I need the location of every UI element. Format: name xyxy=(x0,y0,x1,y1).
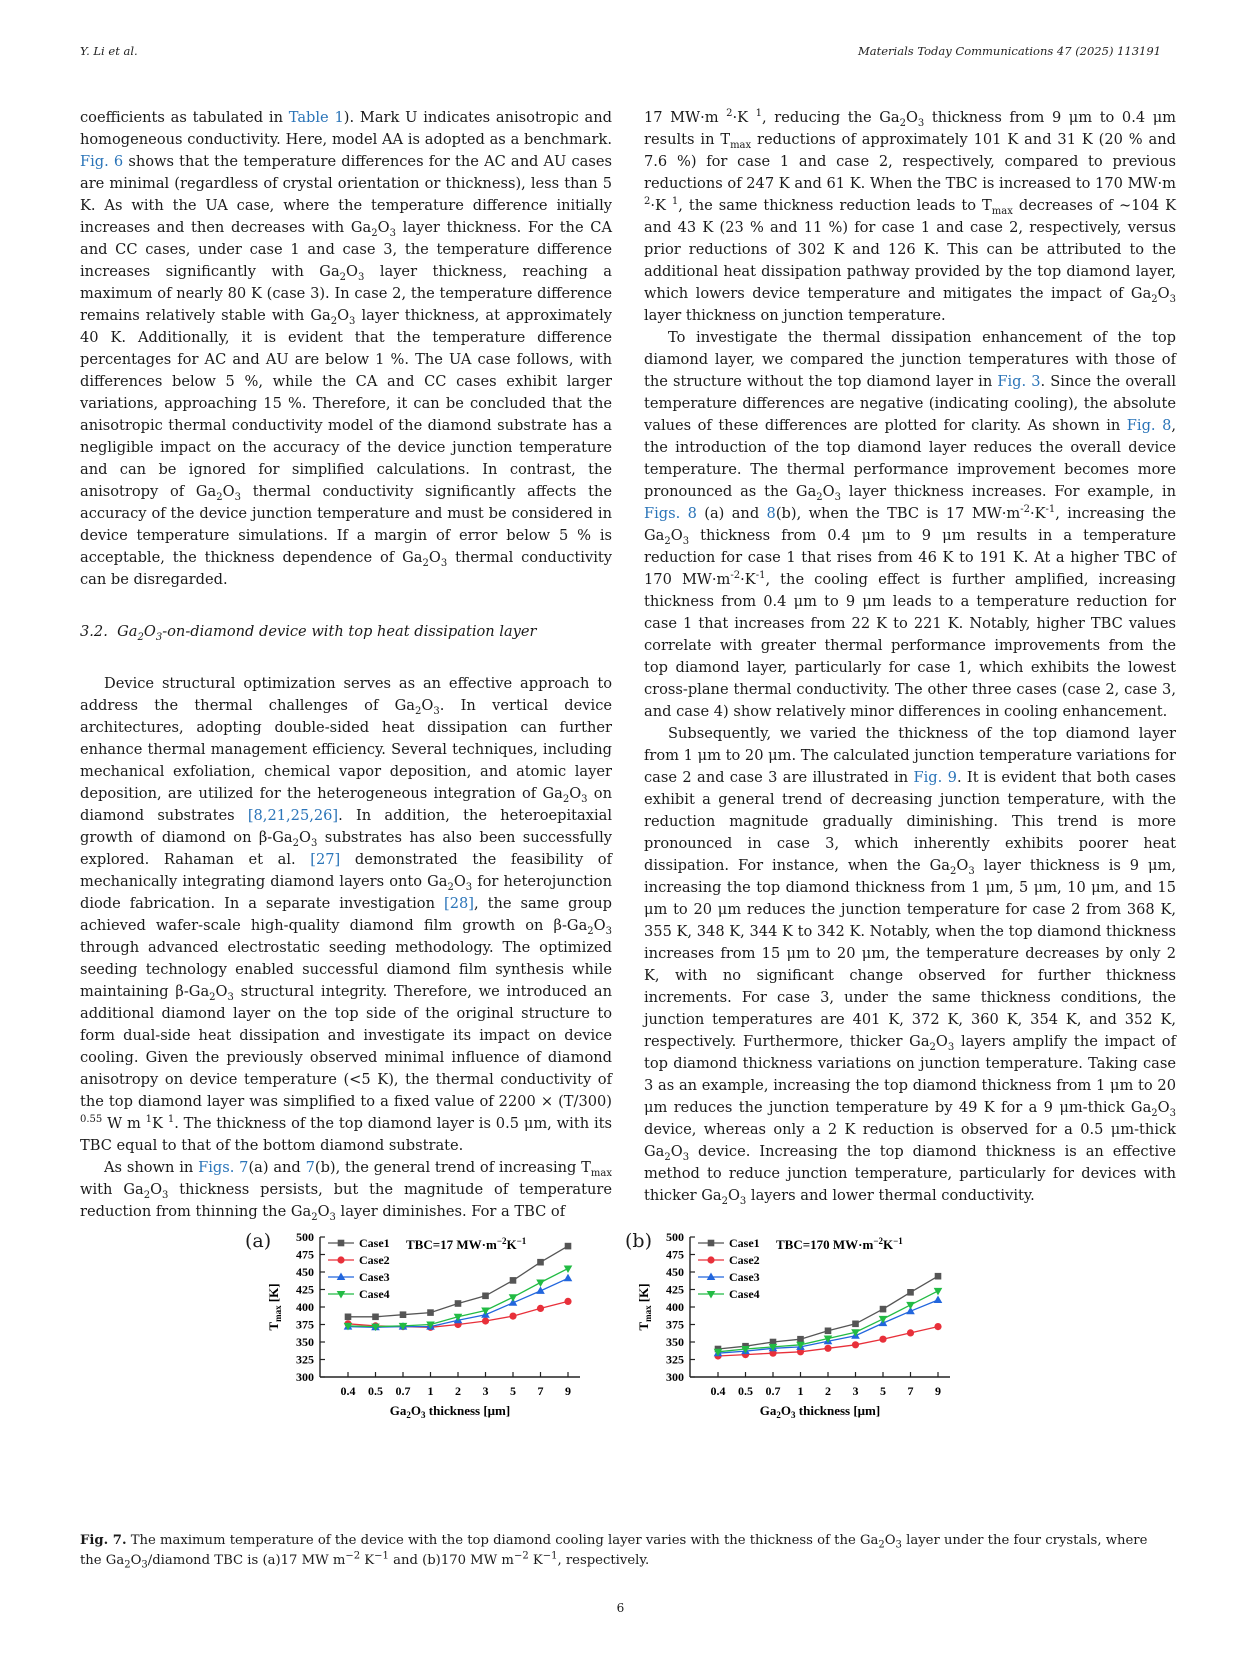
y-axis-label: $T_{max}$ [K] xyxy=(266,1283,283,1331)
data-point-case1 xyxy=(372,1314,379,1321)
data-point-case1 xyxy=(565,1243,572,1250)
data-point-case1 xyxy=(510,1277,517,1284)
data-point-case1 xyxy=(852,1321,859,1328)
y-tick-label: 375 xyxy=(296,1317,314,1332)
y-tick-label: 350 xyxy=(296,1335,314,1349)
legend-label: Case2 xyxy=(729,1253,760,1267)
x-axis-label: $Ga_2O_3$ thickness [μm] xyxy=(389,1403,511,1420)
data-point-case1 xyxy=(455,1300,462,1307)
page-number: 6 xyxy=(616,1601,625,1615)
data-point-case2 xyxy=(852,1341,859,1348)
paragraph: As shown in Figs. 7(a) and 7(b), the general trend of increasing $T_{max}$ with $Ga_2O_3$ thickness persists, but the magnitude of temperature reduction from thinning the $Ga_2O_3$ layer diminishes. For a TBC of xyxy=(80,1159,613,1223)
ref-link[interactable]: 7 xyxy=(305,1159,315,1176)
data-point-case1 xyxy=(345,1314,352,1321)
y-tick-label: 350 xyxy=(666,1335,684,1349)
x-tick-label: 0.4 xyxy=(710,1384,726,1398)
data-point-case1 xyxy=(880,1306,887,1313)
data-point-case1 xyxy=(797,1336,804,1343)
paragraph: Subsequently, we varied the thickness of the top diamond layer from 1 μm to 20 μm. The calculated junction temperature variations for case 2 and case 3 are illustrated in Fig. 9. It is evident that both cases exhibit a general trend of decreasing junction temperature, with the reduction magnitude gradually diminishing. This trend is more pronounced in case 3, which inherently exhibits poorer heat dissipation. For instance, when the $Ga_2O_3$ layer thickness is 9 μm, increasing the top diamond thickness from 1 μm, 5 μm, 10 μm, and 15 μm to 20 μm reduces the junction temperature for case 2 from 368 K, 355 K, 348 K, 344 K to 342 K. Notably, when the top diamond thickness increases from 15 μm to 20 μm, the temperature decreases by only 2 K, with no significant change observed for further thickness increments. For case 3, under the same thickness conditions, the junction temperatures are 401 K, 372 K, 360 K, 354 K, and 352 K, respectively. Furthermore, thicker $Ga_2O_3$ layers amplify the impact of top diamond thickness variations on junction temperature. Taking case 3 as an example, increasing the top diamond thickness from 1 μm to 20 μm reduces the junction temperature by 49 K for a 9 μm-thick $Ga_2O_3$ device, whereas only a 2 K reduction is observed for a 0.5 μm-thick $Ga_2O_3$ device. Increasing the top diamond thickness is an effective method to reduce junction temperature, particularly for devices with thicker $Ga_2O_3$ layers and lower thermal conductivity. xyxy=(644,725,1176,1207)
ref-link[interactable]: Table 1 xyxy=(288,109,344,126)
legend-label: Case3 xyxy=(359,1270,390,1284)
y-tick-label: 425 xyxy=(296,1282,314,1297)
paragraph: coefficients as tabulated in Table 1). Mark U indicates anisotropic and homogeneous conductivity. Here, model AA is adopted as a benchmark. Fig. 6 shows that the temperature differences for the AC and AU cases are minimal (regardless of crystal orientation or thickness), less than 5 K. As with the UA case, where the temperature difference initially increases and then decreases with $Ga_2O_3$ layer thickness. For the CA and CC cases, under case 1 and case 3, the temperature difference increases significantly with $Ga_2O_3$ layer thickness, reaching a maximum of nearly 80 K (case 3). In case 2, the temperature difference remains relatively stable with $Ga_2O_3$ layer thickness, at approximately 40 K. Additionally, it is evident that the temperature difference percentages for AC and AU are below 1 %. The UA case follows, with differences below 5 %, while the CA and CC cases exhibit larger variations, approaching 15 %. Therefore, it can be concluded that the anisotropic thermal conductivity model of the diamond substrate has a negligible impact on the accuracy of the device junction temperature and can be ignored for simplified calculations. In contrast, the anisotropy of $Ga_2O_3$ thermal conductivity significantly affects the accuracy of the device junction temperature and must be considered in device temperature simulations. If a margin of error below 5 % is acceptable, the thickness dependence of $Ga_2O_3$ thermal conductivity can be disregarded. xyxy=(80,109,612,588)
data-point-case2 xyxy=(879,1336,886,1343)
paragraph: To investigate the thermal dissipation enhancement of the top diamond layer, we compared the junction temperatures with those of the structure without the top diamond layer in Fig. 3. Since the overall temperature differences are negative (indicating cooling), the absolute values of these differences are plotted for clarity. As shown in Fig. 8, the introduction of the top diamond layer reduces the overall device temperature. The thermal performance improvement becomes more pronounced as the $Ga_2O_3$ layer thickness increases. For example, in Figs. 8 (a) and 8(b), when the TBC is 17 $MW\cdot m^{-2}\cdot K^{-1}$, increasing the $Ga_2O_3$ thickness from 0.4 μm to 9 μm results in a temperature reduction for case 1 that rises from 46 K to 191 K. At a higher TBC of 170 $MW\cdot m^{-2}\cdot K^{-1}$, the cooling effect is further amplified, increasing thickness from 0.4 μm to 9 μm leads to a temperature reduction for case 1 that increases from 22 K to 221 K. Notably, higher TBC values correlate with greater thermal performance improvements from the top diamond layer, particularly for case 1, which exhibits the lowest cross-plane thermal conductivity. The other three cases (case 2, case 3, and case 4) show relatively minor differences in cooling enhancement. xyxy=(644,329,1177,720)
left-column xyxy=(80,107,612,1223)
legend-label: Case1 xyxy=(729,1236,760,1250)
x-tick-label: 0.7 xyxy=(395,1384,411,1398)
chart-panel-b xyxy=(610,1220,990,1525)
data-point-case2 xyxy=(907,1329,914,1336)
y-tick-label: 400 xyxy=(296,1300,314,1314)
running-header-journal: Materials Today Communications 47 (2025) 113191 xyxy=(858,44,1161,58)
tbc-annotation: TBC=170 $MW\cdot m^{-2}K^{-1}$ xyxy=(776,1236,903,1252)
data-point-case4 xyxy=(536,1280,545,1288)
legend-label: Case4 xyxy=(359,1287,390,1301)
right-column xyxy=(644,107,1176,1207)
y-tick-label: 500 xyxy=(296,1230,314,1244)
legend-label: Case2 xyxy=(359,1253,390,1267)
y-tick-label: 450 xyxy=(666,1265,684,1279)
x-tick-label: 3 xyxy=(852,1384,859,1398)
figure-caption: Fig. 7. The maximum temperature of the device with the top diamond cooling layer varies with the thickness of the $Ga_2O_3$ layer under the four crystals, where the $Ga_2O_3$/diamond TBC is (a)17 MW $m^{-2}$ $K^{-1}$ and (b)170 MW $m^{-2}$ $K^{-1}$, respectively. xyxy=(80,1533,1148,1571)
data-point-case2 xyxy=(509,1313,516,1320)
y-tick-label: 375 xyxy=(666,1317,684,1332)
ref-link[interactable]: Fig. 3 xyxy=(997,373,1041,390)
ref-link[interactable]: Fig. 6 xyxy=(80,153,124,170)
ref-link[interactable]: [8,21,25,26] xyxy=(247,807,339,824)
data-point-case3 xyxy=(934,1296,943,1304)
paragraph: 17 MW·m $^2$·K $^1$, reducing the $Ga_2O_3$ thickness from 9 μm to 0.4 μm results in $T_{max}$ reductions of approximately 101 K and 31 K (20 % and 7.6 %) for case 1 and case 2, respectively, compared to previous reductions of 247 K and 61 K. When the TBC is increased to 170 MW·m $^2$·K $^1$, the same thickness reduction leads to $T_{max}$ decreases of ~104 K and 43 K (23 % and 11 %) for case 1 and case 2, respectively, versus prior reductions of 302 K and 126 K. This can be attributed to the additional heat dissipation pathway provided by the top diamond layer, which lowers device temperature and mitigates the impact of $Ga_2O_3$ layer thickness on junction temperature. xyxy=(644,108,1177,324)
legend-marker xyxy=(708,1240,715,1247)
y-tick-label: 325 xyxy=(296,1352,314,1367)
x-tick-label: 2 xyxy=(825,1384,831,1398)
legend-marker xyxy=(337,1273,346,1281)
x-tick-label: 0.5 xyxy=(368,1384,383,1398)
legend-marker xyxy=(337,1256,344,1263)
data-point-case1 xyxy=(935,1273,942,1280)
plot-area xyxy=(636,1230,950,1420)
chart-panel-a xyxy=(240,1220,620,1525)
y-tick-label: 475 xyxy=(296,1247,314,1262)
y-tick-label: 450 xyxy=(296,1265,314,1279)
y-tick-label: 325 xyxy=(666,1352,684,1367)
x-tick-label: 7 xyxy=(907,1384,914,1398)
running-header-authors: Y. Li et al. xyxy=(80,44,138,58)
figure-7 xyxy=(240,1220,1020,1525)
x-tick-label: 0.5 xyxy=(738,1384,753,1398)
y-tick-label: 300 xyxy=(296,1370,314,1384)
data-point-case1 xyxy=(427,1309,434,1316)
y-tick-label: 300 xyxy=(666,1370,684,1384)
legend-marker xyxy=(338,1240,345,1247)
y-tick-label: 475 xyxy=(666,1247,684,1262)
ref-link[interactable]: Figs. 8 xyxy=(644,505,697,522)
legend-marker xyxy=(707,1256,714,1263)
section-heading: 3.2. $Ga_2O_3-on$-diamond device with top heat dissipation layer xyxy=(80,623,537,643)
data-point-case2 xyxy=(934,1323,941,1330)
x-tick-label: 3 xyxy=(482,1384,489,1398)
data-point-case2 xyxy=(537,1305,544,1312)
x-tick-label: 5 xyxy=(510,1384,516,1398)
data-point-case1 xyxy=(825,1328,832,1335)
x-tick-label: 2 xyxy=(455,1384,461,1398)
tbc-annotation: TBC=17 $MW\cdot m^{-2}K^{-1}$ xyxy=(406,1236,527,1252)
legend-label: Case1 xyxy=(359,1236,390,1250)
legend-label: Case4 xyxy=(729,1287,760,1301)
data-point-case4 xyxy=(906,1302,915,1310)
data-point-case2 xyxy=(564,1298,571,1305)
y-tick-label: 500 xyxy=(666,1230,684,1244)
legend-marker xyxy=(707,1291,716,1299)
x-tick-label: 7 xyxy=(537,1384,544,1398)
legend-marker xyxy=(337,1291,346,1299)
x-tick-label: 9 xyxy=(565,1384,571,1398)
panel-label-b: (b) xyxy=(625,1230,652,1252)
ref-link[interactable]: Figs. 7 xyxy=(198,1159,249,1176)
paragraph: Device structural optimization serves as an effective approach to address the thermal challenges of $Ga_2O_3$. In vertical device architectures, adopting double-sided heat dissipation can further enhance thermal management efficiency. Several techniques, including mechanical exfoliation, chemical vapor deposition, and atomic layer deposition, are utilized for the heterogeneous integration of $Ga_2O_3$ on diamond substrates [8,21,25,26]. In addition, the heteroepitaxial growth of diamond on $\beta-Ga_2O_3$ substrates has also been successfully explored. Rahaman et al. [27] demonstrated the feasibility of mechanically integrating diamond layers onto $Ga_2O_3$ for heterojunction diode fabrication. In a separate investigation [28], the same group achieved wafer-scale high-quality diamond film growth on $\beta-Ga_2O_3$ through advanced electrostatic seeding methodology. The optimized seeding technology enabled successful diamond film synthesis while maintaining $\beta-Ga_2O_3$ structural integrity. Therefore, we introduced an additional diamond layer on the top side of the original structure to form dual-side heat dissipation and investigate its impact on device cooling. Given the previously observed minimal influence of diamond anisotropy on device temperature (<5 K), the thermal conductivity of the top diamond layer was simplified to a fixed value of 2200 × (T/300) $^{0.55}$ W m $^1$K $^1$. The thickness of the top diamond layer is 0.5 μm, with its TBC equal to that of the bottom diamond substrate. xyxy=(80,675,613,1154)
ref-link[interactable]: [27] xyxy=(310,851,341,868)
ref-link[interactable]: Fig. 9 xyxy=(913,769,957,786)
y-tick-label: 425 xyxy=(666,1282,684,1297)
data-point-case1 xyxy=(907,1289,914,1296)
ref-link[interactable]: Fig. 8 xyxy=(1126,417,1172,434)
x-tick-label: 1 xyxy=(797,1384,804,1398)
x-tick-label: 1 xyxy=(427,1384,434,1398)
data-point-case2 xyxy=(824,1345,831,1352)
panel-label-a: (a) xyxy=(245,1230,272,1252)
data-point-case1 xyxy=(537,1259,544,1266)
legend-marker xyxy=(707,1273,716,1281)
x-tick-label: 9 xyxy=(935,1384,941,1398)
data-point-case1 xyxy=(400,1311,407,1318)
legend-label: Case3 xyxy=(729,1270,760,1284)
x-tick-label: 5 xyxy=(880,1384,886,1398)
data-point-case4 xyxy=(934,1288,943,1296)
ref-link[interactable]: 8 xyxy=(766,505,776,522)
data-point-case1 xyxy=(482,1293,489,1300)
data-point-case3 xyxy=(564,1274,573,1282)
plot-area xyxy=(266,1230,580,1420)
data-point-case4 xyxy=(564,1266,573,1274)
x-tick-label: 0.7 xyxy=(765,1384,781,1398)
data-point-case2 xyxy=(482,1317,489,1324)
y-tick-label: 400 xyxy=(666,1300,684,1314)
ref-link[interactable]: [28] xyxy=(444,895,474,912)
x-axis-label: $Ga_2O_3$ thickness [μm] xyxy=(759,1403,881,1420)
y-axis-label: $T_{max}$ [K] xyxy=(636,1283,653,1331)
x-tick-label: 0.4 xyxy=(340,1384,356,1398)
